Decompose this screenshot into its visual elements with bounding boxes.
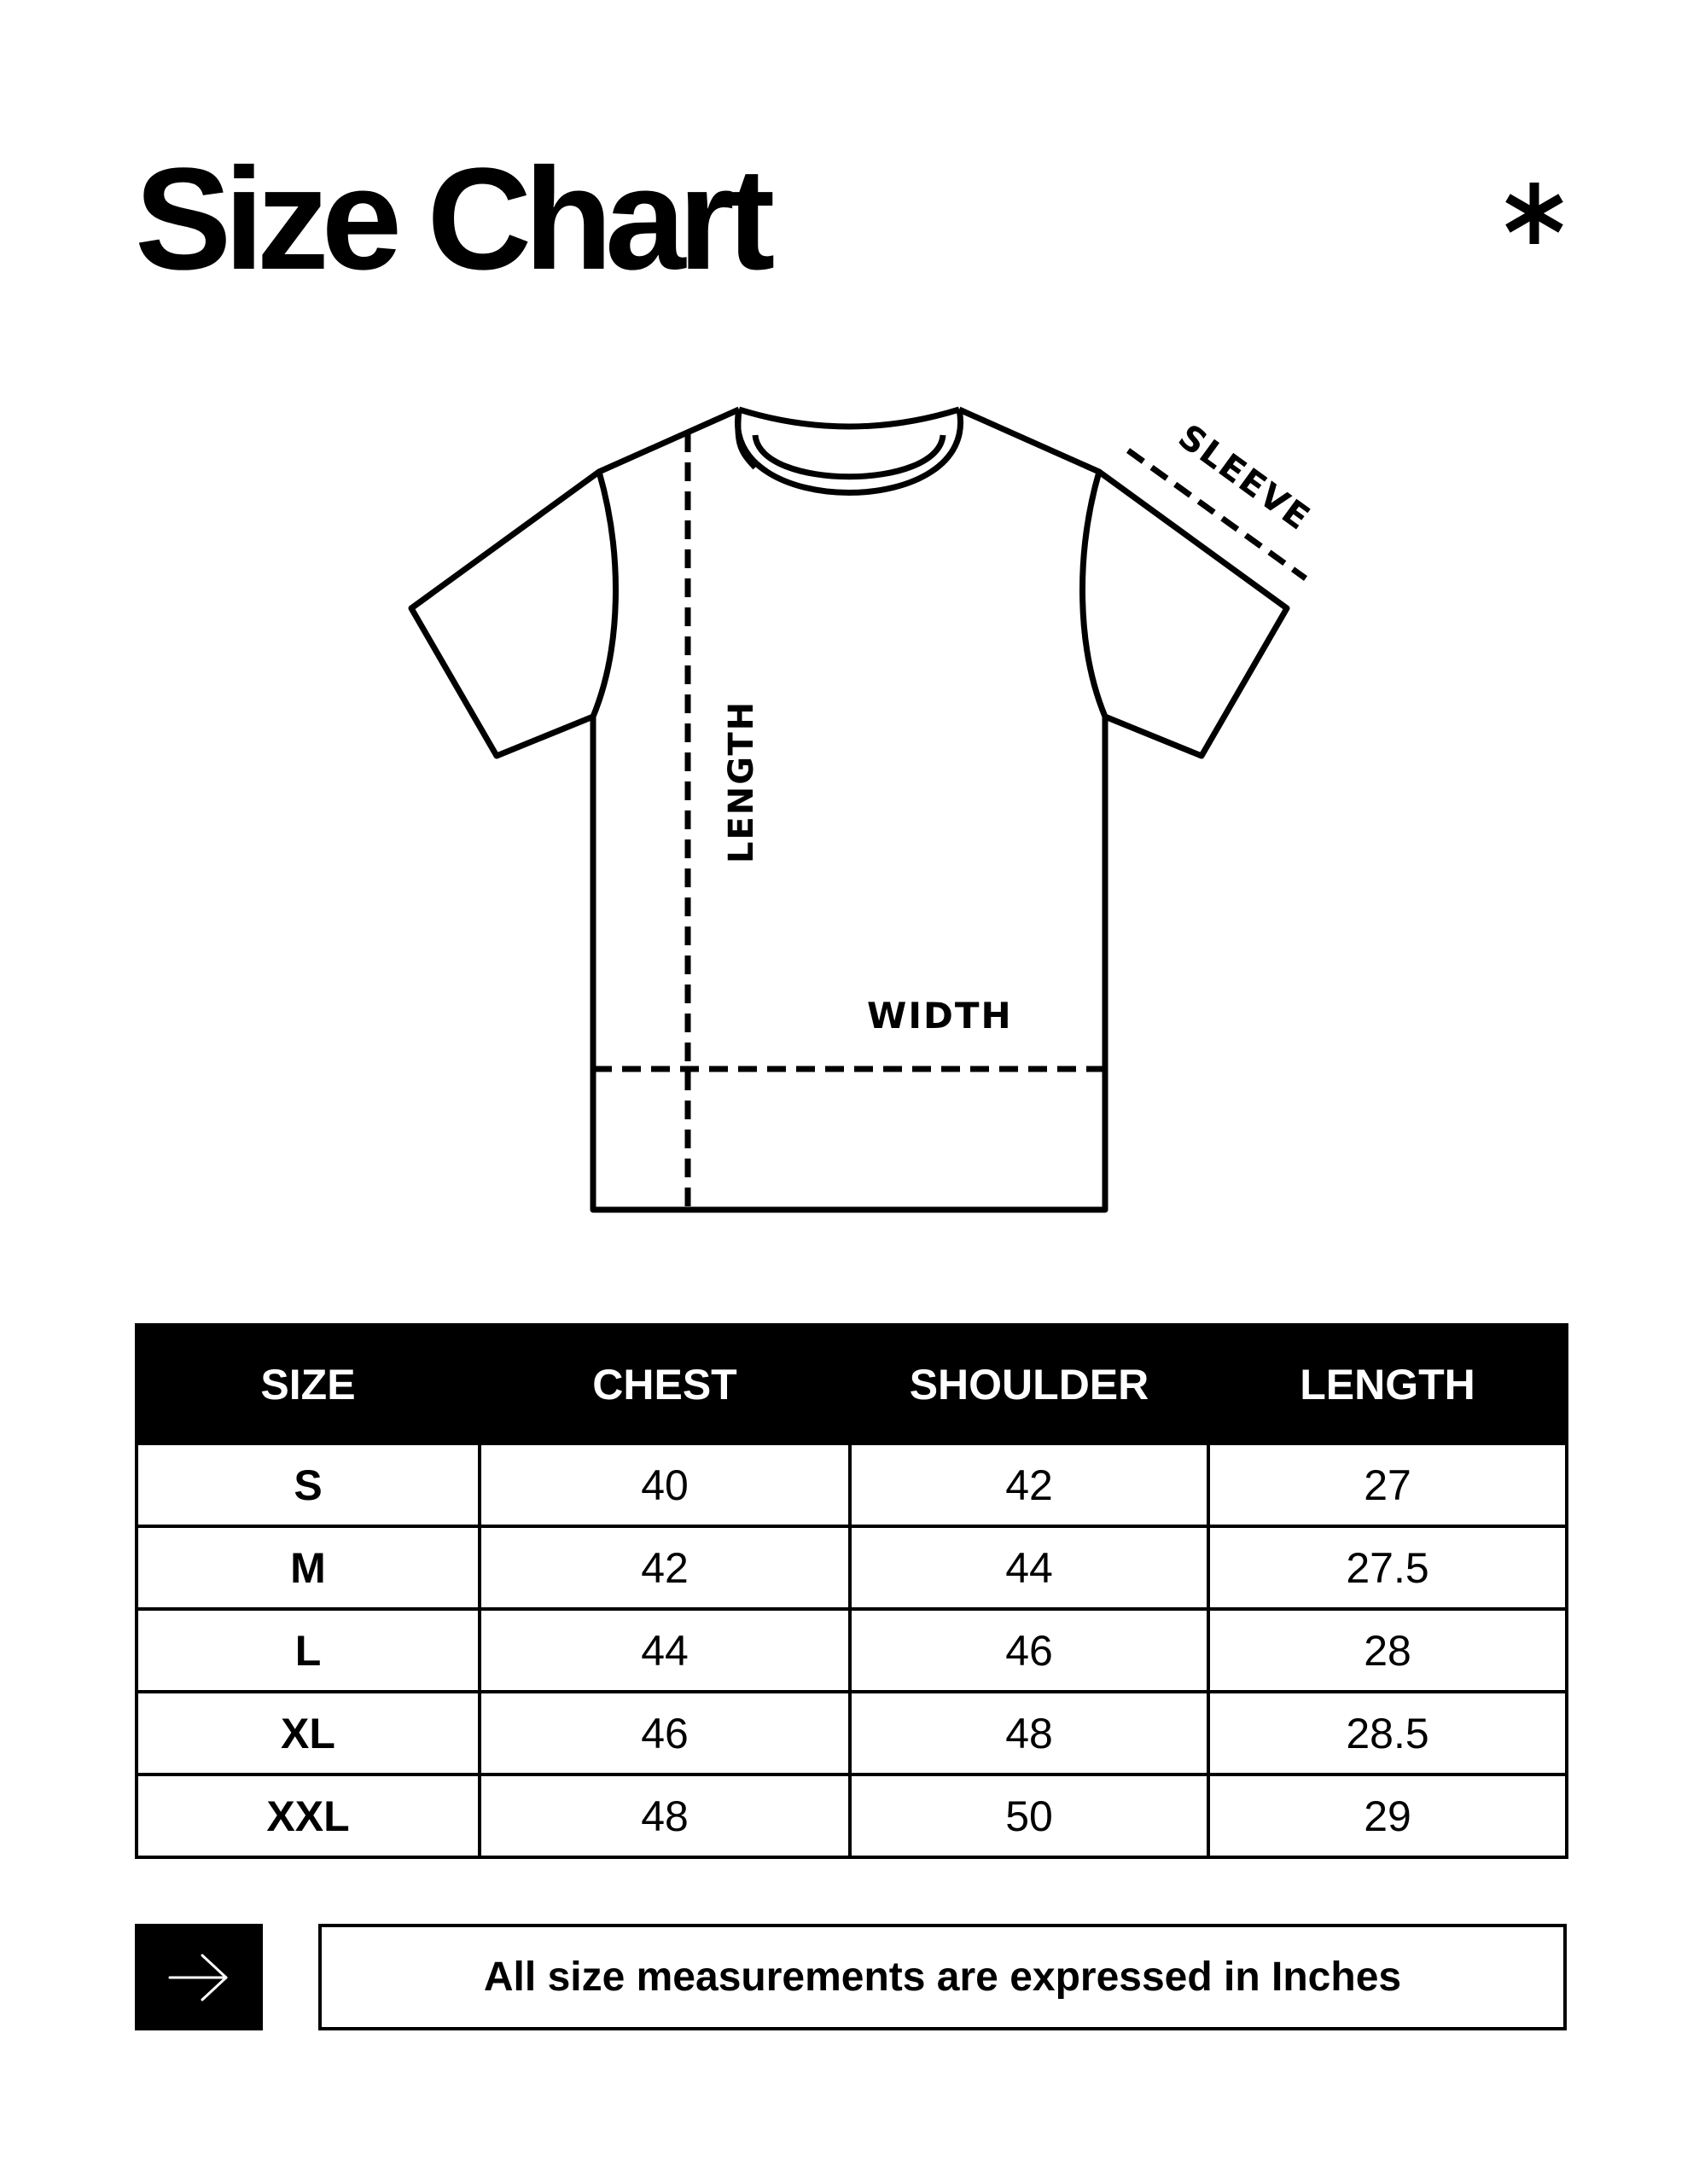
chest-cell: 46 <box>480 1692 850 1774</box>
length-cell: 28.5 <box>1208 1692 1567 1774</box>
table-row <box>137 1443 1567 1526</box>
length-cell: 27.5 <box>1208 1526 1567 1609</box>
shoulder-cell: 48 <box>850 1692 1208 1774</box>
shoulder-cell: 42 <box>850 1443 1208 1526</box>
table-row <box>137 1526 1567 1609</box>
chest-cell: 44 <box>480 1609 850 1692</box>
size-table <box>135 1323 1568 1859</box>
length-label: LENGTH <box>722 700 761 863</box>
length-cell: 27 <box>1208 1443 1567 1526</box>
table-header-row <box>137 1325 1567 1443</box>
page-title: Size Chart <box>135 138 768 300</box>
length-cell: 29 <box>1208 1774 1567 1857</box>
size-cell: XXL <box>137 1774 480 1857</box>
sleeve-label: SLEEVE <box>1171 416 1318 539</box>
length-cell: 28 <box>1208 1609 1567 1692</box>
table-row <box>137 1692 1567 1774</box>
size-cell: L <box>137 1609 480 1692</box>
chest-cell: 48 <box>480 1774 850 1857</box>
column-header-size: SIZE <box>137 1325 480 1443</box>
arrow-right-icon <box>166 1952 231 2003</box>
units-note-box <box>318 1924 1567 2030</box>
shoulder-cell: 50 <box>850 1774 1208 1857</box>
units-note: All size measurements are expressed in Inches <box>483 1955 1402 2000</box>
width-label: WIDTH <box>867 995 1013 1037</box>
chest-cell: 42 <box>480 1526 850 1609</box>
column-header-chest: CHEST <box>480 1325 850 1443</box>
tshirt-outline <box>411 410 1287 1210</box>
table-row <box>137 1774 1567 1857</box>
chest-cell: 40 <box>480 1443 850 1526</box>
size-cell: S <box>137 1443 480 1526</box>
size-cell: M <box>137 1526 480 1609</box>
shoulder-cell: 46 <box>850 1609 1208 1692</box>
table-row <box>137 1609 1567 1692</box>
next-arrow-button[interactable] <box>135 1924 263 2030</box>
size-cell: XL <box>137 1692 480 1774</box>
column-header-length: LENGTH <box>1208 1325 1567 1443</box>
column-header-shoulder: SHOULDER <box>850 1325 1208 1443</box>
shoulder-cell: 44 <box>850 1526 1208 1609</box>
